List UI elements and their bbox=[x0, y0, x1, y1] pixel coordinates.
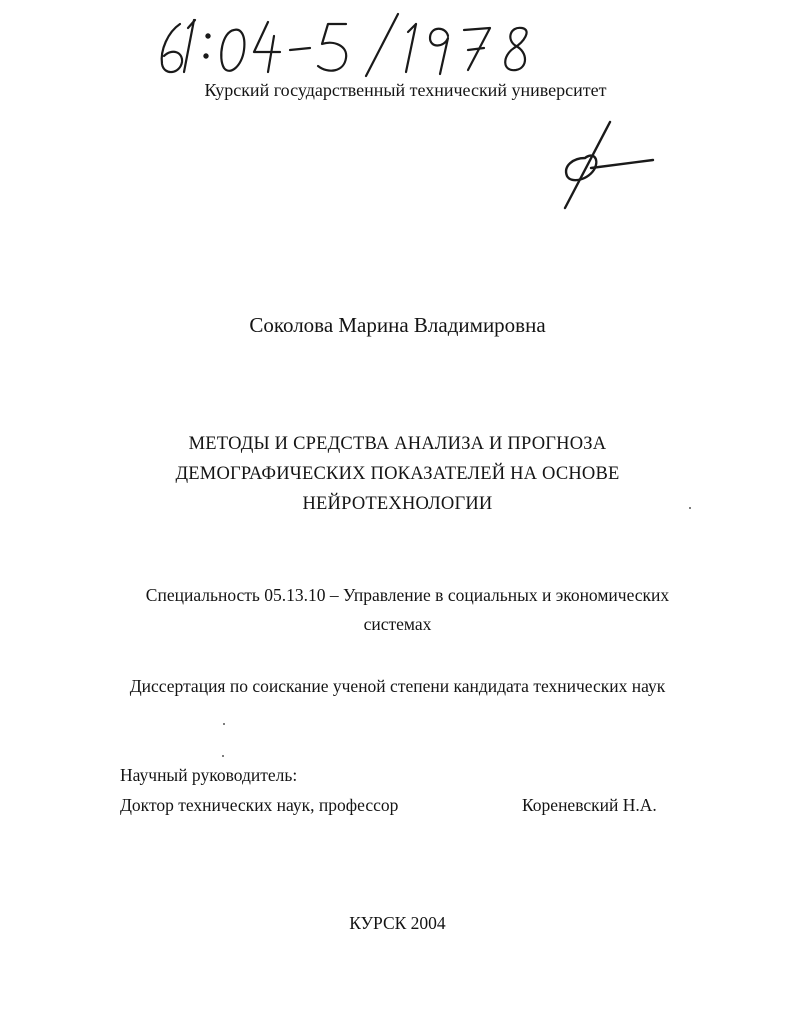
city-year: КУРСК 2004 bbox=[349, 913, 446, 933]
specialty-line-2: системах bbox=[363, 614, 432, 634]
scan-speck bbox=[222, 755, 224, 757]
university-name: Курский государственный технический университет bbox=[204, 80, 607, 100]
scan-speck bbox=[689, 507, 691, 509]
handwritten-archive-number bbox=[150, 10, 600, 80]
signature-mark bbox=[545, 118, 660, 213]
supervisor-name: Кореневский Н.А. bbox=[522, 795, 657, 815]
author-name: Соколова Марина Владимировна bbox=[249, 313, 546, 337]
scan-speck bbox=[223, 723, 225, 725]
dissertation-statement: Диссертация по соискание ученой степени кандидата технических наук bbox=[129, 676, 666, 696]
title-line-2: ДЕМОГРАФИЧЕСКИХ ПОКАЗАТЕЛЕЙ НА ОСНОВЕ bbox=[175, 464, 620, 484]
title-line-3: НЕЙРОТЕХНОЛОГИИ bbox=[302, 494, 493, 514]
supervisor-title: Доктор технических наук, профессор bbox=[120, 795, 399, 815]
title-line-1: МЕТОДЫ И СРЕДСТВА АНАЛИЗА И ПРОГНОЗА bbox=[188, 434, 607, 454]
supervisor-label: Научный руководитель: bbox=[120, 765, 298, 785]
specialty-line-1: Специальность 05.13.10 – Управление в социальных и экономических bbox=[145, 585, 670, 605]
